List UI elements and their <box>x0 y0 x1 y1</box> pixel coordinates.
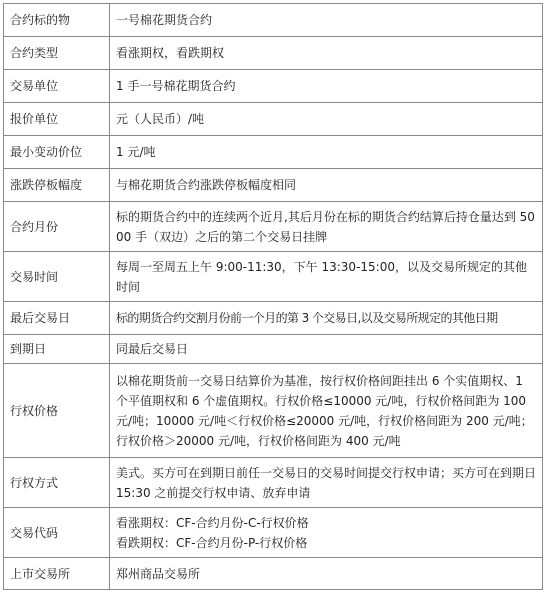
row-label: 最小变动价位 <box>4 136 110 169</box>
row-value: 标的期货合约中的连续两个近月,其后月份在标的期货合约结算后持仓量达到 5000 手（双边）之后的第二个交易日挂牌 <box>110 202 543 252</box>
table-row <box>4 302 543 335</box>
table-row <box>4 103 543 136</box>
row-label: 合约标的物 <box>4 4 110 37</box>
row-label: 交易单位 <box>4 70 110 103</box>
row-label: 行权价格 <box>4 364 110 458</box>
row-value: 1 元/吨 <box>110 136 543 169</box>
row-value: 元（人民币）/吨 <box>110 103 543 136</box>
table-row <box>4 136 543 169</box>
row-label: 交易代码 <box>4 508 110 558</box>
row-label: 报价单位 <box>4 103 110 136</box>
call-code-line: 看涨期权：CF-合约月份-C-行权价格 <box>116 515 309 530</box>
table-row <box>4 37 543 70</box>
row-label: 行权方式 <box>4 458 110 508</box>
row-label: 合约类型 <box>4 37 110 70</box>
row-value: 标的期货合约交割月份前一个月的第 3 个交易日,以及交易所规定的其他日期 <box>110 302 543 335</box>
row-value: 同最后交易日 <box>110 335 543 364</box>
row-label: 交易时间 <box>4 252 110 302</box>
row-value: 看涨期权，看跌期权 <box>110 37 543 70</box>
option-contract-spec-table <box>3 3 543 590</box>
table-row <box>4 252 543 302</box>
table-row <box>4 508 543 558</box>
row-label: 上市交易所 <box>4 558 110 590</box>
row-value <box>110 508 543 558</box>
row-label: 涨跌停板幅度 <box>4 169 110 202</box>
table-row <box>4 202 543 252</box>
row-value: 以棉花期货前一交易日结算价为基准，按行权价格间距挂出 6 个实值期权、1 个平值期权和 6 个虚值期权。行权价格≤10000 元/吨，行权价格间距为 100 元/吨；10000 元/吨＜行权价格≤20000 元/吨，行权价格间距为 200 元/吨；行权价格＞20000 元/吨，行权价格间距为 400 元/吨 <box>110 364 543 458</box>
row-label: 合约月份 <box>4 202 110 252</box>
row-value: 1 手一号棉花期货合约 <box>110 70 543 103</box>
row-value: 与棉花期货合约涨跌停板幅度相同 <box>110 169 543 202</box>
put-code-line: 看跌期权：CF-合约月份-P-行权价格 <box>116 535 308 550</box>
table-row <box>4 4 543 37</box>
table-row <box>4 558 543 590</box>
row-value: 每周一至周五上午 9:00-11:30，下午 13:30-15:00，以及交易所规定的其他时间 <box>110 252 543 302</box>
table-row <box>4 169 543 202</box>
row-label: 到期日 <box>4 335 110 364</box>
row-value: 一号棉花期货合约 <box>110 4 543 37</box>
row-value: 美式。买方可在到期日前任一交易日的交易时间提交行权申请；买方可在到期日 15:30 之前提交行权申请、放弃申请 <box>110 458 543 508</box>
table-row <box>4 335 543 364</box>
table-row <box>4 364 543 458</box>
table-row <box>4 70 543 103</box>
row-value: 郑州商品交易所 <box>110 558 543 590</box>
row-label: 最后交易日 <box>4 302 110 335</box>
table-row <box>4 458 543 508</box>
